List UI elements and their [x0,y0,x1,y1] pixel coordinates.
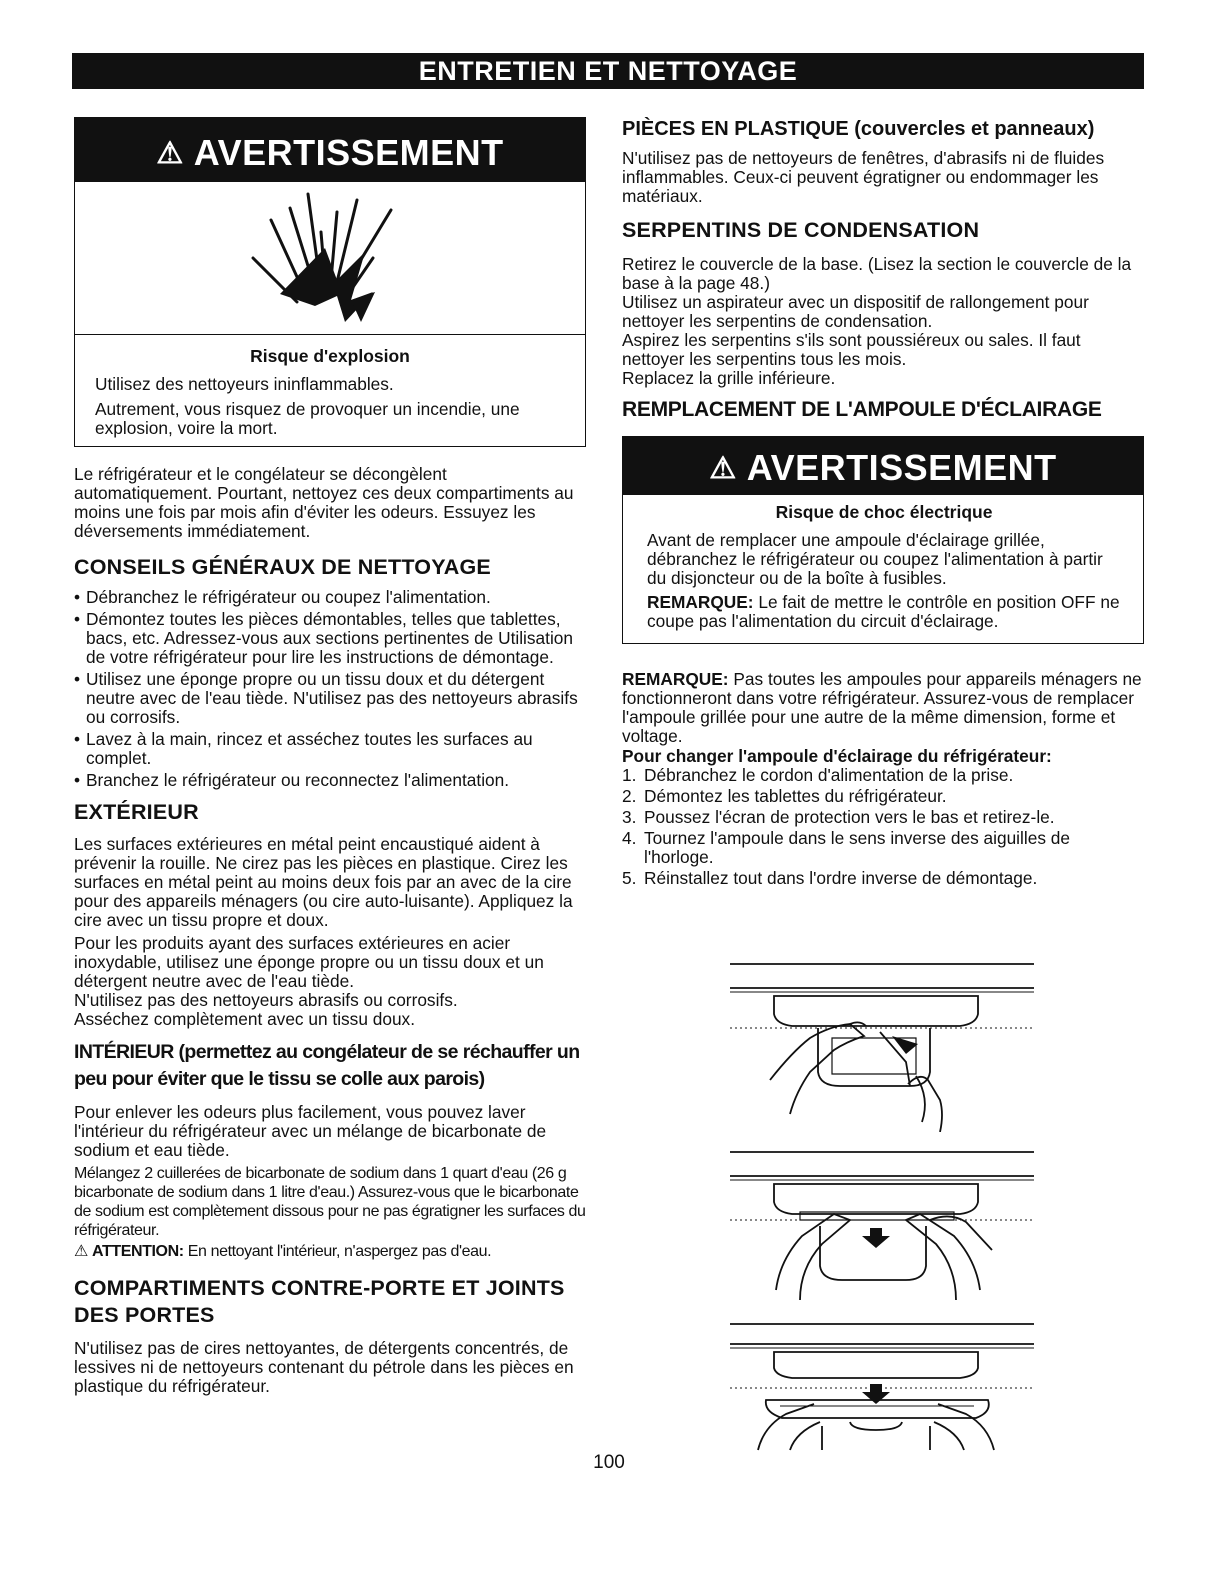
step-number: 3. [622,807,637,827]
step-text: Réinstallez tout dans l'ordre inverse de démontage. [644,868,1038,888]
interieur-paragraph: Mélangez 2 cuillerées de bicarbonate de sodium dans 1 quart d'eau (26 g bicarbonate de sodium dans 1 litre d'eau.) Assurez-vous que le bicarbonate de sodium est complètement dissous pour ne pas égratigner les surfaces du réfrigérateur. [74,1165,586,1239]
step-item [622,869,1144,888]
light-shield-removed-illustration [730,1322,1034,1452]
bulb-removal-figure-2 [730,1150,1034,1310]
serpentins-paragraph: Aspirez les serpentins s'ils sont poussiéreux ou sales. Il faut nettoyer les serpentins tous les mois. [622,330,1081,369]
step-text: Tournez l'ampoule dans le sens inverse des aiguilles de l'horloge. [644,828,1070,867]
serpentins-paragraph: Replacez la grille inférieure. [622,368,836,388]
steps-title: Pour changer l'ampoule d'éclairage du réfrigérateur: [622,746,1052,766]
electric-warning-body [623,495,1143,643]
step-number: 2. [622,786,637,806]
remarque-text: Pas toutes les ampoules pour appareils ménagers ne fonctionneront dans votre réfrigérateur. Assurez-vous de remplacer l'ampoule grillée pour une autre de la même dimension, forme et voltage. [622,669,1142,746]
ampoule-heading: REMPLACEMENT DE L'AMPOULE D'ÉCLAIRAGE [622,398,1102,421]
attention-text: En nettoyant l'intérieur, n'aspergez pas d'eau. [187,1243,492,1260]
explosion-symbol-area [75,182,585,335]
serpentins-heading: SERPENTINS DE CONDENSATION [622,218,980,242]
step-text: Démontez les tablettes du réfrigérateur. [644,786,947,806]
warning-title: Risque de choc électrique [775,502,993,522]
step-item [622,787,1144,806]
explosion-icon [75,182,587,334]
step-text: Débranchez le cordon d'alimentation de la prise. [644,765,1014,785]
attention-note [74,1242,586,1261]
left-column [74,117,586,1396]
compartiments-paragraph: N'utilisez pas de cires nettoyantes, de détergents concentrés, de lessives ni de nettoyeurs contenant du pétrole dans les pièces en plastique du réfrigérateur. [74,1338,574,1396]
step-item [622,808,1144,827]
attention-label: ATTENTION: [92,1243,184,1260]
explosion-warning-body [75,335,585,446]
list-item: • Débranchez le réfrigérateur ou coupez l'alimentation. [74,588,586,607]
exterieur-paragraph: Asséchez complètement avec un tissu doux. [74,1009,416,1029]
steps-list [622,766,1144,888]
step-number: 5. [622,868,637,888]
serpentins-paragraph: Retirez le couvercle de la base. (Lisez la section le couvercle de la base à la page 48.) [622,254,1132,293]
interieur-paragraph: Pour enlever les odeurs plus facilement, vous pouvez laver l'intérieur du réfrigérateur avec un mélange de bicarbonate de sodium et eau tiède. [74,1102,547,1160]
remarque-text: Le fait de mettre le contrôle en position OFF ne coupe pas l'alimentation du circuit d'éclairage. [647,592,1120,631]
right-column [622,117,1144,890]
list-item: • Démontez toutes les pièces démontables, telles que tablettes, bacs, etc. Adressez-vous aux sections pertinentes de Utilisation de votre réfrigérateur pour lire les instructions de démontage. [74,610,586,667]
step-number: 1. [622,765,637,785]
remarque-paragraph [622,670,1144,746]
attention-triangle-icon: ⚠ [74,1243,88,1260]
exterieur-paragraph: N'utilisez pas des nettoyeurs abrasifs ou corrosifs. [74,990,458,1010]
step-text: Poussez l'écran de protection vers le bas et retirez-le. [644,807,1055,827]
step-number: 4. [622,828,637,848]
plastique-paragraph: N'utilisez pas de nettoyeurs de fenêtres, d'abrasifs ni de fluides inflammables. Ceux-ci peuvent égratigner ou endommager les matériaux. [622,148,1105,206]
warning-header-text: AVERTISSEMENT [746,447,1057,488]
warning-line: Autrement, vous risquez de provoquer un incendie, une explosion, voire la mort. [95,399,520,438]
plastique-heading: PIÈCES EN PLASTIQUE (couvercles et panneaux) [622,118,1095,140]
bulb-removal-figure-1 [730,962,1034,1132]
page-number: 100 [593,1452,625,1473]
interieur-heading: INTÉRIEUR (permettez au congélateur de se réchauffer un peu pour éviter que le tissu se colle aux parois) [74,1041,580,1090]
list-item: • Utilisez une éponge propre ou un tissu doux et du détergent neutre avec de l'eau tiède. N'utilisez pas des nettoyeurs abrasifs ou corrosifs. [74,670,586,727]
exterieur-paragraph: Pour les produits ayant des surfaces extérieures en acier inoxydable, utilisez une éponge propre ou un tissu doux et un détergent neutre avec de l'eau tiède. [74,933,544,991]
warning-paragraph: Avant de remplacer une ampoule d'éclairage grillée, débranchez le réfrigérateur ou coupez l'alimentation à partir du disjoncteur ou de la boîte à fusibles. [647,530,1103,588]
section-banner: ENTRETIEN ET NETTOYAGE [72,53,1144,89]
warning-header [75,118,585,182]
explosion-warning-box [74,117,586,447]
warning-header-text: AVERTISSEMENT [193,132,504,173]
warning-remarque [647,593,1121,631]
bulb-removal-figure-3 [730,1322,1034,1452]
light-shield-push-illustration [730,962,1034,1132]
warning-title: Risque d'explosion [250,346,410,366]
list-item: • Branchez le réfrigérateur ou reconnectez l'alimentation. [74,771,586,790]
list-item: • Lavez à la main, rincez et asséchez toutes les surfaces au complet. [74,730,586,768]
light-shield-down-illustration [730,1150,1034,1310]
step-item [622,829,1144,867]
conseils-heading: CONSEILS GÉNÉRAUX DE NETTOYAGE [74,555,491,579]
conseils-list [74,588,586,790]
intro-paragraph: Le réfrigérateur et le congélateur se décongèlent automatiquement. Pourtant, nettoyez ces deux compartiments au moins une fois par mois afin d'éviter les odeurs. Essuyez les déversements immédiatement. [74,464,574,541]
remarque-label: REMARQUE: [622,669,729,689]
exterieur-heading: EXTÉRIEUR [74,800,199,824]
remarque-label: REMARQUE: [647,592,754,612]
exterieur-paragraph: Les surfaces extérieures en métal peint encaustiqué aident à prévenir la rouille. Ne cirez pas les pièces en plastique. Cirez les surfaces en métal peint au moins deux fois par an avec de la cire pour des appareils ménagers (ou cire auto-luisante). Appliquez la cire avec un tissu propre et doux. [74,834,573,930]
warning-triangle-icon: ⚠ [709,452,737,485]
warning-header [623,437,1143,495]
step-item [622,766,1144,785]
warning-line: Utilisez des nettoyeurs ininflammables. [95,374,394,394]
compartiments-heading: COMPARTIMENTS CONTRE-PORTE ET JOINTS DES PORTES [74,1276,565,1327]
serpentins-paragraph: Utilisez un aspirateur avec un dispositif de rallongement pour nettoyer les serpentins de condensation. [622,292,1089,331]
warning-triangle-icon: ⚠ [156,137,184,170]
electric-warning-box [622,436,1144,644]
